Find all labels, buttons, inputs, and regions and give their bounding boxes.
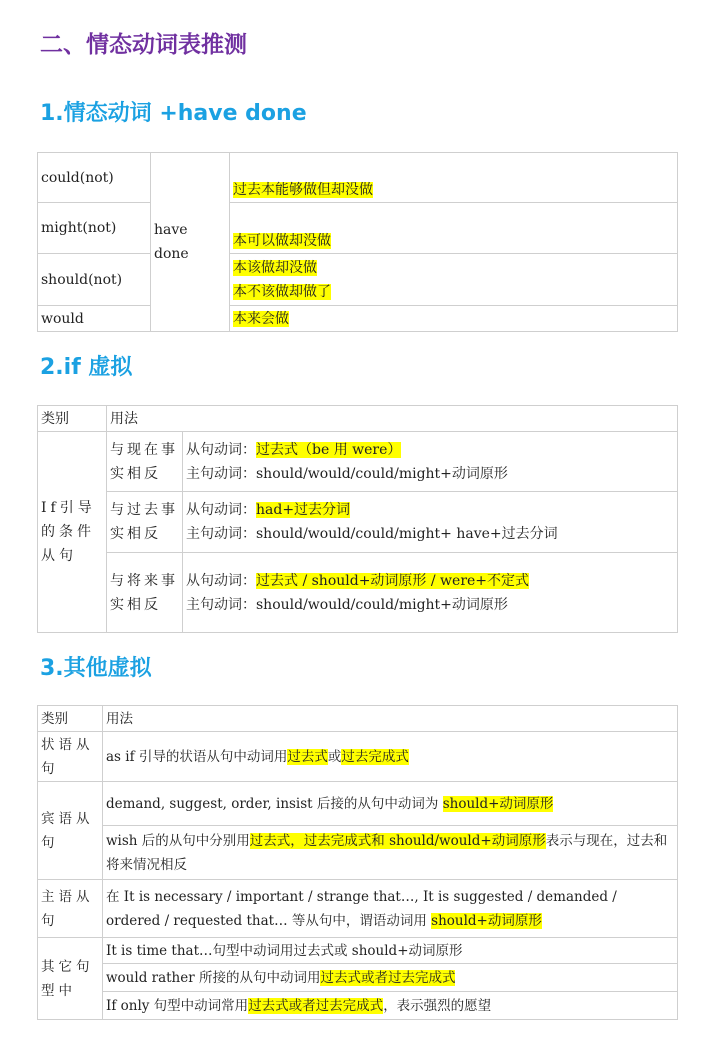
other-subjunctive-table bbox=[37, 705, 678, 1020]
main-clause: 主句动词：should/would/could/might+ have+过去分词 bbox=[186, 526, 558, 542]
case-cell: 与将来事实相反 bbox=[107, 553, 183, 633]
header-category: 类别 bbox=[38, 406, 107, 432]
section-heading-other-subjunctive: 3.其他虚拟 bbox=[40, 656, 152, 681]
meaning-cell bbox=[230, 254, 678, 306]
meaning-cell bbox=[230, 153, 678, 203]
usage-text: wish 后的从句中分别用 bbox=[106, 832, 250, 849]
usage-cell bbox=[183, 553, 678, 633]
clause-highlight: 过去式 / should+动词原形 / were+不定式 bbox=[256, 572, 530, 589]
usage-text: as if 引导的状语从句中动词用 bbox=[106, 748, 288, 765]
usage-text: 或 bbox=[327, 748, 342, 765]
other-usage-2 bbox=[103, 964, 678, 992]
main-clause: 主句动词：should/would/could/might+动词原形 bbox=[186, 465, 508, 482]
meaning-highlight: 本不该做却做了 bbox=[233, 283, 331, 300]
meaning-highlight: 本该做却没做 bbox=[233, 259, 317, 276]
object-category: 宾语从句 bbox=[38, 782, 103, 880]
modal-cell: could(not) bbox=[38, 153, 151, 203]
clause-prefix: 从句动词： bbox=[186, 572, 256, 589]
usage-text: would rather 所接的从句中动词用 bbox=[106, 969, 321, 986]
usage-text: ，表示强烈的愿望 bbox=[383, 997, 492, 1014]
section-heading-modal-have-done: 1.情态动词 +have done bbox=[40, 101, 307, 126]
adverbial-usage bbox=[103, 732, 678, 782]
usage-highlight: should+动词原形 bbox=[431, 912, 542, 929]
usage-text: 在 It is necessary / important / strange that…, It is suggested / demanded / ordered / requested that… 等从句中，谓语动词用 bbox=[106, 888, 617, 929]
meaning-cell bbox=[230, 306, 678, 332]
usage-highlight: 过去式或者过去完成式 bbox=[248, 997, 384, 1014]
if-subjunctive-table bbox=[37, 405, 678, 633]
modal-have-done-table bbox=[37, 152, 678, 332]
other-category: 其它句型中 bbox=[38, 938, 103, 1020]
case-cell: 与过去事实相反 bbox=[107, 492, 183, 553]
object-usage-2 bbox=[103, 826, 678, 880]
usage-highlight: 过去完成式 bbox=[341, 748, 409, 765]
clause-prefix: 从句动词： bbox=[186, 441, 256, 458]
usage-highlight: 过去式或者过去完成式 bbox=[320, 969, 456, 986]
case-cell: 与现在事实相反 bbox=[107, 432, 183, 492]
clause-highlight: had+过去分词 bbox=[256, 502, 351, 518]
other-usage-1: It is time that…句型中动词用过去式或 should+动词原形 bbox=[103, 938, 678, 964]
subject-category: 主语从句 bbox=[38, 880, 103, 938]
usage-text: If only 句型中动词常用 bbox=[106, 997, 249, 1014]
main-clause: 主句动词：should/would/could/might+动词原形 bbox=[186, 596, 508, 613]
modal-cell: would bbox=[38, 306, 151, 332]
subject-usage bbox=[103, 880, 678, 938]
usage-text: demand, suggest, order, insist 后接的从句中动词为 bbox=[106, 795, 443, 812]
header-usage: 用法 bbox=[103, 706, 678, 732]
clause-highlight: 过去式（be 用 were） bbox=[256, 441, 402, 458]
meaning-highlight: 本可以做却没做 bbox=[233, 233, 331, 249]
meaning-highlight: 本来会做 bbox=[233, 310, 289, 327]
header-usage: 用法 bbox=[107, 406, 678, 432]
have-done-cell: have done bbox=[151, 153, 230, 332]
usage-text: 表示与现在，过去和将来情况相反 bbox=[106, 832, 668, 873]
page-title: 二、情态动词表推测 bbox=[40, 32, 247, 58]
if-category-cell: If引导的条件从句 bbox=[38, 432, 107, 633]
usage-cell bbox=[183, 492, 678, 553]
meaning-highlight: 过去本能够做但却没做 bbox=[233, 182, 373, 198]
usage-cell bbox=[183, 432, 678, 492]
clause-prefix: 从句动词： bbox=[186, 502, 256, 518]
section-heading-if-subjunctive: 2.if 虚拟 bbox=[40, 355, 133, 380]
usage-highlight: 过去式 bbox=[287, 748, 328, 765]
header-category: 类别 bbox=[38, 706, 103, 732]
other-usage-3 bbox=[103, 992, 678, 1020]
modal-cell: should(not) bbox=[38, 254, 151, 306]
meaning-cell bbox=[230, 203, 678, 254]
usage-highlight: should+动词原形 bbox=[442, 795, 554, 812]
usage-highlight: 过去式，过去完成式和 should/would+动词原形 bbox=[249, 832, 546, 849]
modal-cell: might(not) bbox=[38, 203, 151, 254]
adverbial-category: 状语从句 bbox=[38, 732, 103, 782]
object-usage-1 bbox=[103, 782, 678, 826]
